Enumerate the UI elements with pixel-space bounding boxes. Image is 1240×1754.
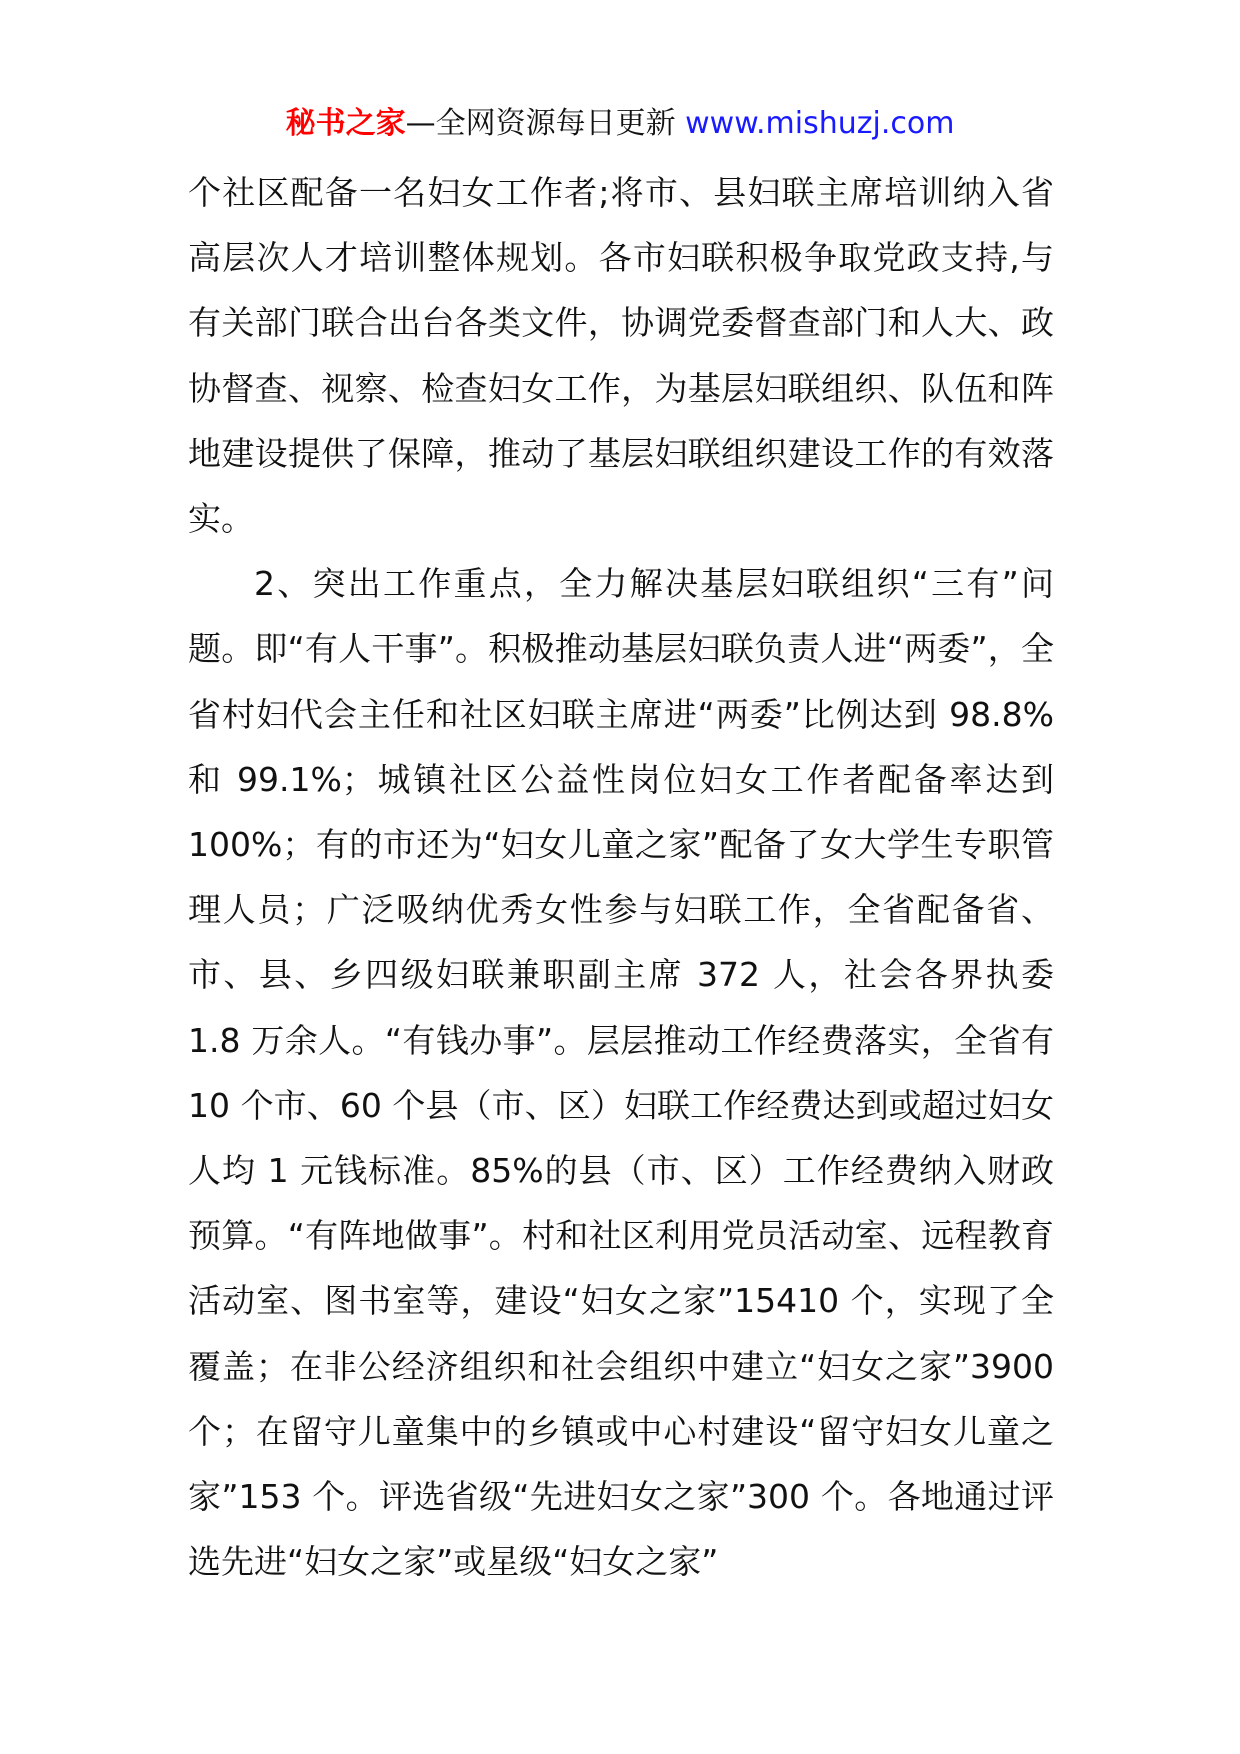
- header-tagline: —全网资源每日更新: [405, 106, 686, 141]
- header-site-link[interactable]: www.mishuzj.com: [685, 106, 955, 141]
- paragraph-section-2: 2、突出工作重点，全力解决基层妇联组织“三有”问题。即“有人干事”。积极推动基层妇联负责人进“两委”，全省村妇代会主任和社区妇联主席进“两委”比例达到 98.8%和 99.1%；城镇社区公益性岗位妇女工作者配备率达到 100%；有的市还为“妇女儿童之家”配备了女大学生专职管理人员；广泛吸纳优秀女性参与妇联工作，全省配备省、市、县、乡四级妇联兼职副主席 372 人，社会各界执委 1.8 万余人。“有钱办事”。层层推动工作经费落实，全省有 10 个市、60 个县（市、区）妇联工作经费达到或超过妇女人均 1 元钱标准。85%的县（市、区）工作经费纳入财政预算。“有阵地做事”。村和社区利用党员活动室、远程教育活动室、图书室等，建设“妇女之家”15410 个，实现了全覆盖；在非公经济组织和社会组织中建立“妇女之家”3900 个；在留守儿童集中的乡镇或中心村建设“留守妇女儿童之家”153 个。评选省级“先进妇女之家”300 个。各地通过评选先进“妇女之家”或星级“妇女之家”: [188, 564, 1054, 1582]
- paragraph-continued: 个社区配备一名妇女工作者;将市、县妇联主席培训纳入省高层次人才培训整体规划。各市妇联积极争取党政支持,与有关部门联合出台各类文件，协调党委督查部门和人大、政协督查、视察、检查妇女工作，为基层妇联组织、队伍和阵地建设提供了保障，推动了基层妇联组织建设工作的有效落实。: [188, 173, 1054, 539]
- header-brand: 秘书之家: [285, 106, 406, 141]
- document-body: [188, 160, 1054, 1594]
- page-header: [0, 104, 1240, 144]
